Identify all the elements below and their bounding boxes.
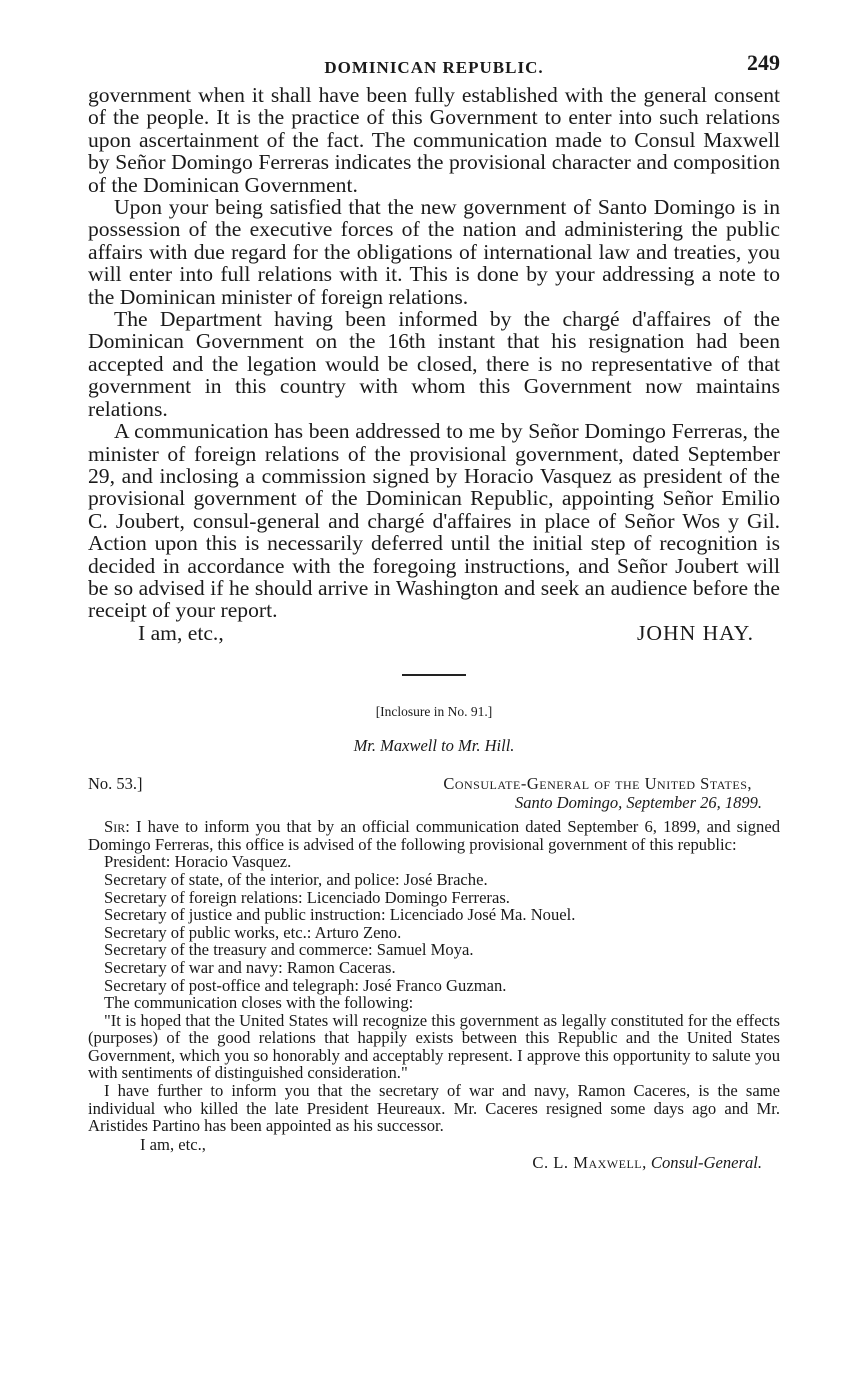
dateline: Santo Domingo, September 26, 1899. [514,793,762,813]
officer-line: Secretary of the treasury and commerce: Samuel Moya. [104,940,474,960]
officer-line: Secretary of foreign relations: Licenciado Domingo Ferreras. [104,887,510,907]
enclosure-closing [88,1135,780,1175]
salutation: Sir: [104,817,130,837]
signature-name: JOHN HAY. [637,620,754,645]
letter-heading [88,774,780,818]
letter-title: Mr. Maxwell to Mr. Hill. [353,736,515,756]
main-letter-body [88,84,780,644]
enclosure-letter-body [88,818,780,1135]
running-head: DOMINICAN REPUBLIC. [324,58,544,77]
officer-line: The communication closes with the following: [104,993,414,1013]
closing-text: I am, etc., [138,620,224,645]
enclosure-label: [Inclosure in No. 91.] [375,704,493,720]
closing-text: I am, etc., [140,1134,206,1154]
paragraph: government when it shall have been fully established with the general consent of the people. It is the practice of this Government to enter into such relations upon ascertainment of the fact. The communication made to Consul Maxwell by Señor Domingo Ferreras indicates the provisional character and composition of the Dominican Government. [88,83,780,197]
paragraph: A communication has been addressed to me by Señor Domingo Ferreras, the minister of foreign relations of the provisional government, dated September 29, and inclosing a commission signed by Horacio Vasquez as president of the provisional government of the Dominican Republic, appointing Señor Emilio C. Joubert, consul-general and chargé d'affaires in place of Señor Wos y Gil. Action upon this is necessarily deferred until the initial step of recognition is decided in accordance with the foregoing instructions, and Señor Joubert will be so advised if he should arrive in Washington and seek an audience before the receipt of your report. [88,419,780,623]
signature [532,1153,762,1173]
opening-paragraph [88,818,780,853]
office-name: Consulate-General of the United States, [443,774,752,794]
signature-line [88,622,780,644]
opening-text: I have to inform you that by an official communication dated September 6, 1899, and signed Domingo Ferreras, this office is advised of the following provisional government of this republic: [88,817,780,854]
officer-line: Secretary of justice and public instruction: Licenciado José Ma. Nouel. [104,905,576,925]
signer-title: Consul-General. [650,1152,762,1172]
officer-line: President: Horacio Vasquez. [104,852,292,872]
page-header [88,50,780,84]
quoted-passage: "It is hoped that the United States will recognize this government as legally constituted for the effects (purposes) of the good relations that happily exists between this Republic and the United States Government, which you so honorably and acceptably represent. I approve this opportunity to salute you with sentiments of distinguished consideration." [88,1010,780,1083]
paragraph: Upon your being satisfied that the new government of Santo Domingo is in possession of the executive forces of the nation and administering the public affairs with due regard for the obligations of international law and treaties, you will enter into full relations with it. This is done by your addressing a note to the Dominican minister of foreign relations. [88,195,780,309]
officer-line: Secretary of war and navy: Ramon Caceras. [104,957,396,977]
document-page [88,50,780,1175]
section-divider [402,674,466,676]
document-number: No. 53.] [88,774,143,794]
officer-line: Secretary of public works, etc.: Arturo Zeno. [104,922,402,942]
paragraph: The Department having been informed by the chargé d'affaires of the Dominican Government on the 16th instant that his resignation had been accepted and the legation would be closed, there is no representative of that government in this country with whom this Government now maintains relations. [88,307,780,421]
signer-name: C. L. Maxwell, [532,1152,647,1172]
further-paragraph: I have further to inform you that the secretary of war and navy, Ramon Caceres, is the same individual who killed the late President Heureaux. Mr. Caceres resigned some days ago and Mr. Aristides Partino has been appointed as his successor. [88,1081,780,1136]
officer-line: Secretary of state, of the interior, and police: José Brache. [104,869,488,889]
officer-line: Secretary of post-office and telegraph: José Franco Guzman. [104,975,507,995]
page-number: 249 [747,50,780,75]
